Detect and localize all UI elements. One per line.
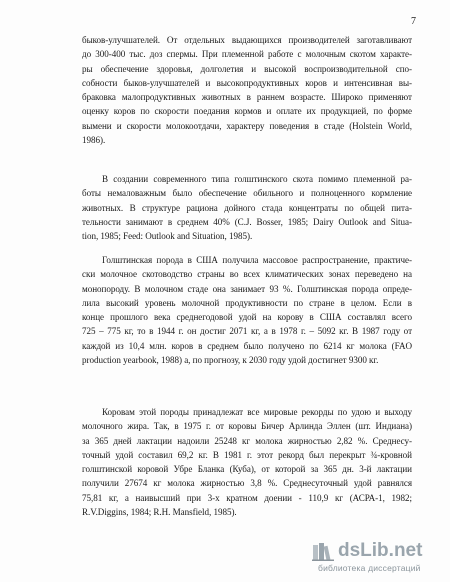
paragraph-3 <box>82 253 412 367</box>
paragraph-4 <box>82 405 412 519</box>
text-line: точный удой составил 69,2 кг. В 1981 г. этот рекорд был перекрыт ¾-кровной <box>82 449 412 460</box>
text-line: 1986). <box>82 134 106 145</box>
paragraph-2 <box>82 172 412 243</box>
text-line: молочного жира. Так, в 1975 г. от коровы Бичер Арлинда Эллен (шт. Индиана) <box>82 421 412 432</box>
text-line: получили 27674 кг молока жирностью 3,8 %. Среднесуточный удой равнялся <box>82 478 412 489</box>
text-line: конце прошлого века среднегодовой удой на корову в США составлял всего <box>82 312 412 322</box>
text-line: до 300-400 тыс. доз спермы. При племенной работе с молочным скотом характе- <box>82 49 412 60</box>
watermark-logo <box>312 540 442 562</box>
text-line: животных. В структуре рациона дойного стада концентраты по общей пита- <box>82 202 412 213</box>
text-line: быков-улучшателей. От отдельных выдающихся производителей заготавливают <box>82 35 412 45</box>
dslib-watermark[interactable] <box>312 540 442 574</box>
watermark-brand: dsLib.net <box>338 540 423 561</box>
text-line: production yearbook, 1988) а, по прогнозу, к 2030 году удой достигнет 9300 кг. <box>82 354 379 365</box>
text-line: каждой из 10,4 млн. коров в среднем было получено по 6214 кг молока (FAO <box>82 340 412 351</box>
text-line: оценку коров по скорости поедания кормов и оплате их продукцией, по форме <box>82 106 412 117</box>
text-line: 725 – 775 кг, то в 1944 г. он достиг 2071 кг, а в 1978 г. – 5092 кг. В 1987 году от <box>82 326 412 337</box>
text-line: tion, 1985; Feed: Outlook and Situation, 1985). <box>82 231 253 241</box>
text-line: собности быков-улучшателей и высокопродуктивных коров и интенсивная вы- <box>82 77 412 88</box>
text-line: лила высокий уровень молочной продуктивности по стране в целом. Если в <box>82 297 412 308</box>
text-line: тельности занимают в среднем 40% (C.J. Bosser, 1985; Dairy Outlook and Situa- <box>82 216 412 227</box>
paragraph-1 <box>82 33 412 147</box>
text-line: 75,81 кг, а наивысший при 3-х кратном доении - 110,9 кг (АСРА-1, 1982; <box>82 492 412 503</box>
text-line: боты немаловажным было обеспечение обильного и полноценного кормление <box>82 188 412 199</box>
books-icon <box>312 541 334 561</box>
text-line: вымени и скорости молокоотдачи, характеру поведения в стаде (Holstein World, <box>82 120 412 131</box>
text-line: Голштинская порода в США получила массовое распространение, практиче- <box>102 255 412 265</box>
text-line: ски молочное скотоводство страны во всех климатических зонах переведено на <box>82 269 412 280</box>
text-line: R.V.Diggins, 1984; R.H. Mansfield, 1985). <box>82 506 237 517</box>
text-line: голштинской коровой Убре Бланка (Куба), от которой за 365 дн. 3-й лактации <box>82 464 412 474</box>
text-line: монопороду. В молочном стаде она занимает 93 %. Голштинская порода опреде- <box>82 283 412 294</box>
text-line: Коровам этой породы принадлежат все мировые рекорды по удою и выходу <box>102 407 412 417</box>
text-line: браковка малопродуктивных животных в раннем возрасте. Широко применяют <box>82 92 412 102</box>
text-line: за 365 дней лактации надоили 25248 кг молока жирностью 2,82 %. Среднесу- <box>82 435 412 446</box>
text-line: ры обеспечение здоровья, долголетия и высокой воспроизводительной спо- <box>82 63 412 74</box>
page-number: 7 <box>411 16 416 27</box>
watermark-subtitle: библиотека диссертаций <box>318 563 421 573</box>
text-line: В создании современного типа голштинского скота помимо племенной ра- <box>102 174 412 184</box>
